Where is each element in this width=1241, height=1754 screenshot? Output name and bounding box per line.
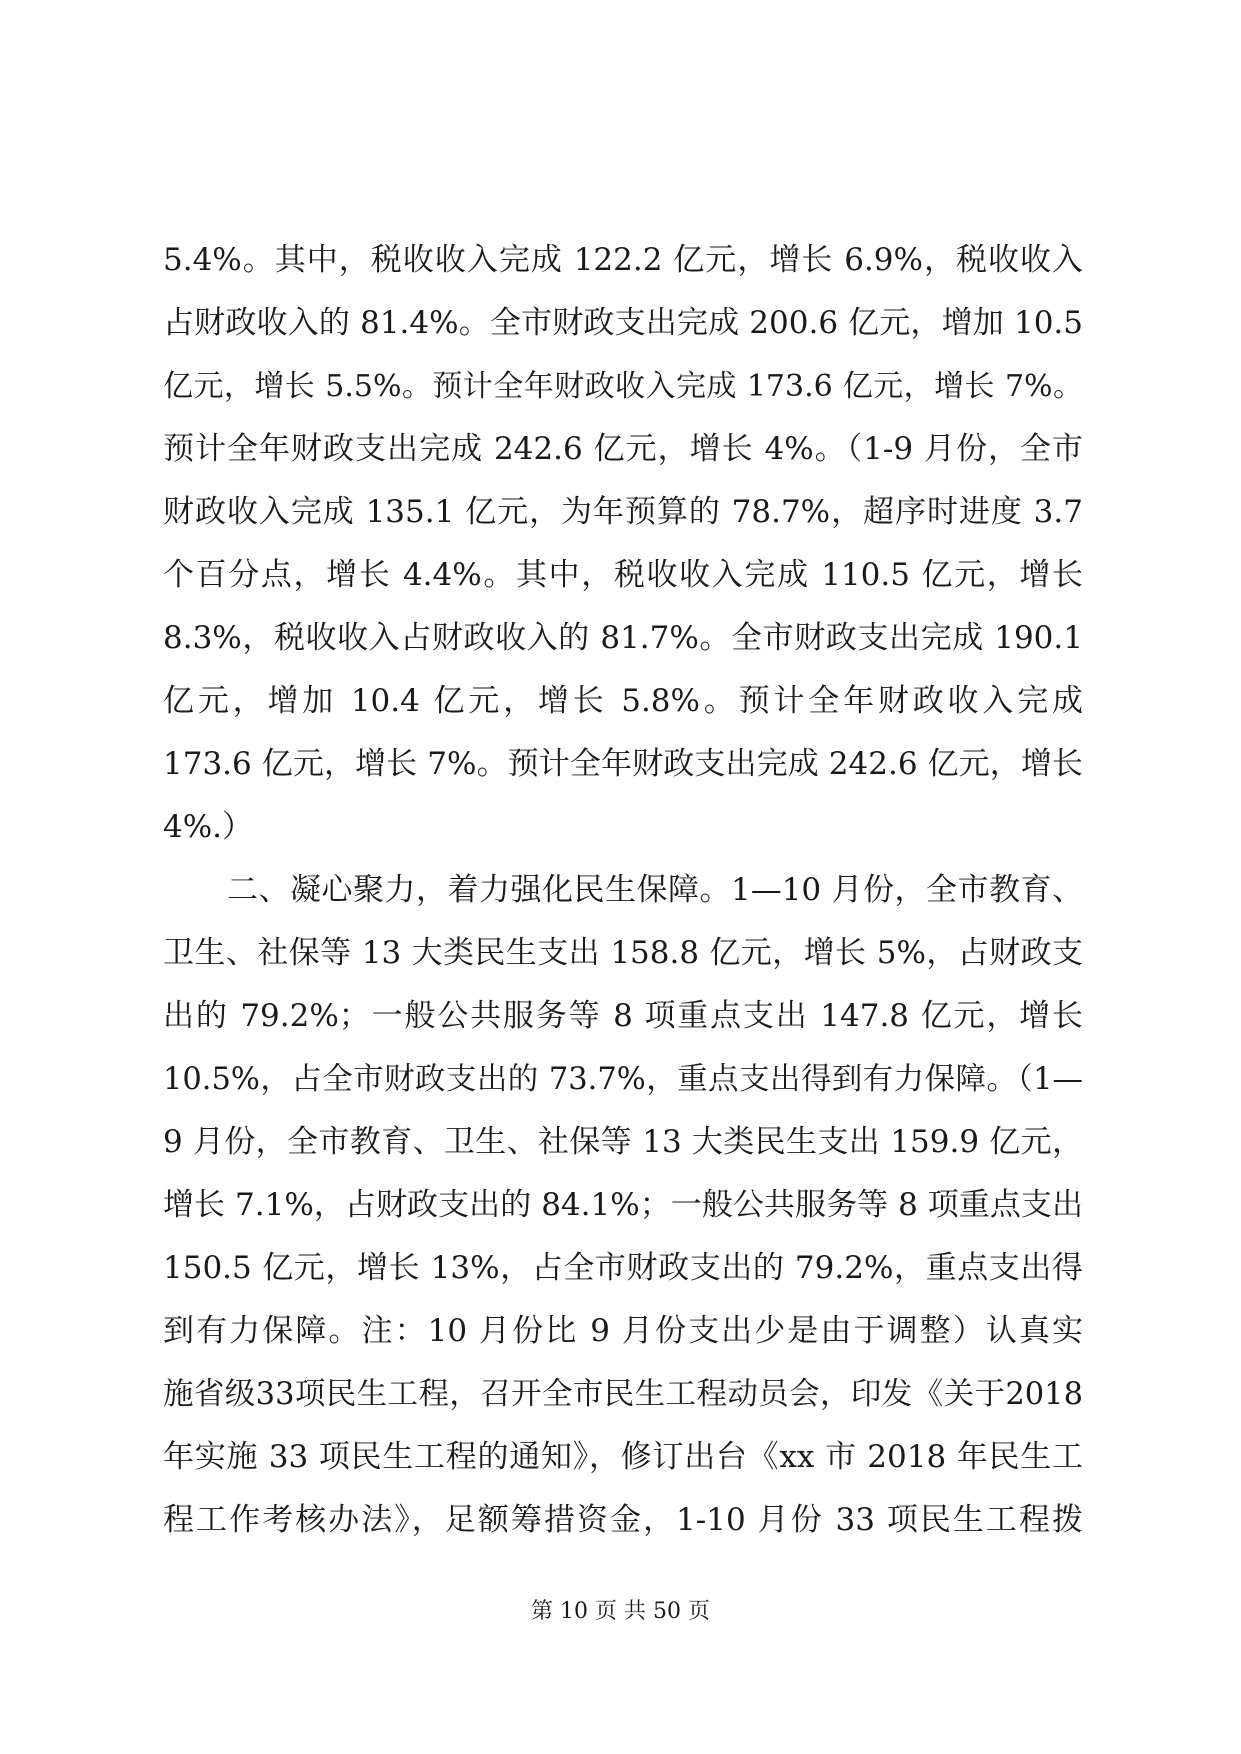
text-line: 5.4%。其中，税收收入完成 122.2 亿元，增长 6.9%，税收收入: [163, 242, 1083, 278]
text-line: 卫生、社保等 13 大类民生支出 158.8 亿元，增长 5%，占财政支: [163, 935, 1083, 971]
text-line: 出的 79.2%；一般公共服务等 8 项重点支出 147.8 亿元，增长: [163, 998, 1083, 1034]
page-number-footer: 第 10 页 共 50 页: [531, 1599, 710, 1624]
body-text: [163, 229, 1083, 1552]
text-line: 程工作考核办法》，足额筹措资金，1-10 月份 33 项民生工程拨: [163, 1502, 1083, 1538]
text-line: 占财政收入的 81.4%。全市财政支出完成 200.6 亿元，增加 10.5: [163, 305, 1083, 341]
text-line: 9 月份，全市教育、卫生、社保等 13 大类民生支出 159.9 亿元，: [163, 1124, 1083, 1160]
text-line: 10.5%，占全市财政支出的 73.7%，重点支出得到有力保障。（1—: [163, 1062, 1083, 1097]
text-line: 到有力保障。注：10 月份比 9 月份支出少是由于调整）认真实: [163, 1313, 1083, 1349]
text-line: 年实施 33 项民生工程的通知》，修订出台《xx 市 2018 年民生工: [163, 1439, 1083, 1475]
text-line: 预计全年财政支出完成 242.6 亿元，增长 4%。（1-9 月份，全市: [163, 431, 1083, 467]
text-line: 个百分点，增长 4.4%。其中，税收收入完成 110.5 亿元，增长: [163, 557, 1083, 593]
text-line: 4%.）: [163, 809, 254, 845]
text-line: 8.3%，税收收入占财政收入的 81.7%。全市财政支出完成 190.1: [163, 620, 1083, 656]
paragraph-start-line: 二、凝心聚力，着力强化民生保障。1—10 月份，全市教育、: [227, 872, 1083, 908]
text-line: 173.6 亿元，增长 7%。预计全年财政支出完成 242.6 亿元，增长: [163, 746, 1083, 782]
text-line: 增长 7.1%，占财政支出的 84.1%；一般公共服务等 8 项重点支出: [163, 1187, 1083, 1223]
text-line: 亿元，增加 10.4 亿元，增长 5.8%。预计全年财政收入完成: [163, 683, 1083, 719]
text-line: 150.5 亿元，增长 13%，占全市财政支出的 79.2%，重点支出得: [163, 1250, 1083, 1286]
text-line: 亿元，增长 5.5%。预计全年财政收入完成 173.6 亿元，增长 7%。: [163, 369, 1083, 404]
text-line: 财政收入完成 135.1 亿元，为年预算的 78.7%，超序时进度 3.7: [163, 494, 1083, 530]
text-line: 施省级33项民生工程，召开全市民生工程动员会，印发《关于2018: [163, 1377, 1083, 1412]
